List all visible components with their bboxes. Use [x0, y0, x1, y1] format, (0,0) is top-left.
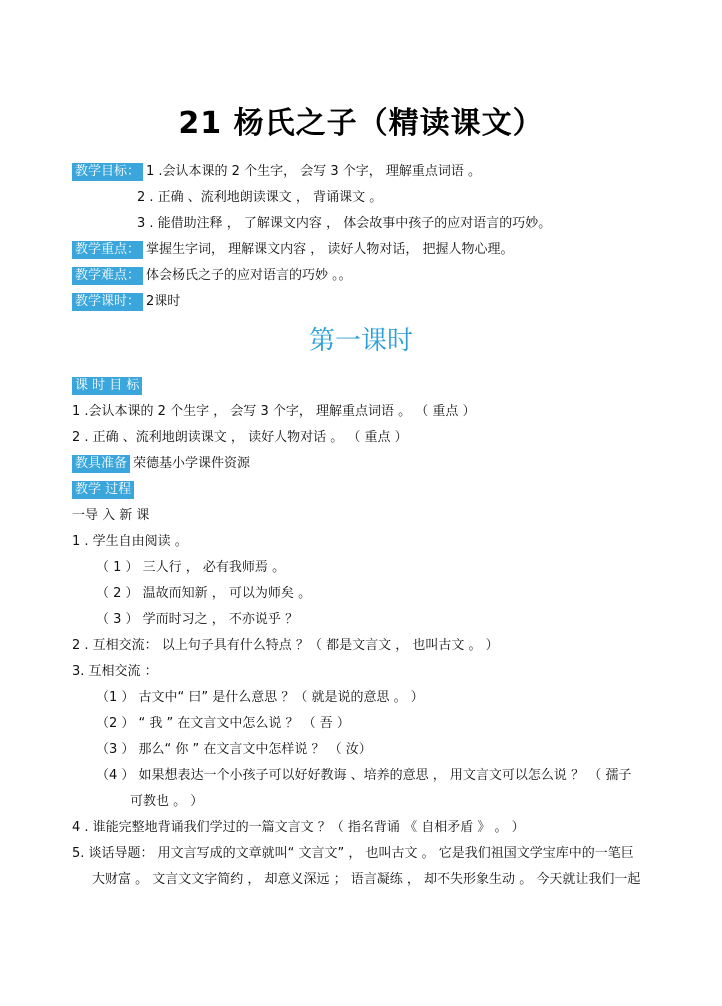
page-title: 21 杨氏之子（精读课文） — [178, 106, 544, 141]
difficulty-row — [72, 267, 352, 285]
difficulty-text: 体会杨氏之子的应对语言的巧妙 。。 — [146, 268, 352, 283]
objectives-tag: 教学目标： — [72, 163, 143, 181]
step-2: 2 . 互相交流： 以上句子具有什么特点 ？（ 都是文言文 ， 也叫古文 。 ） — [72, 638, 499, 653]
key-points-row — [72, 241, 514, 259]
objective-item-2: 2 . 正确 、流利地朗读课文 ， 背诵课文 。 — [137, 190, 383, 205]
difficulty-tag: 教学难点： — [72, 267, 143, 285]
process-tag: 教学 过程 — [72, 481, 134, 499]
objective-item-3: 3 . 能借助注释 ， 了解课文内容 ， 体会故事中孩子的应对语言的巧妙。 — [137, 216, 552, 231]
objective-item-1: 1 .会认本课的 2 个生字， 会写 3 个字， 理解重点词语 。 — [146, 164, 482, 179]
step-3-a: （1 ） 古文中“ 曰” 是什么意思 ？（ 就是说的意思 。 ） — [96, 690, 424, 705]
tools-text: 荣德基小学课件资源 — [133, 456, 251, 471]
lesson-goal-tag: 课 时 目 标 — [72, 377, 142, 395]
key-points-tag: 教学重点： — [72, 241, 143, 259]
step-1-b: （ 2 ） 温故而知新 ， 可以为师矣 。 — [96, 586, 312, 601]
step-3-b: （2 ） “ 我 ” 在文言文中怎么说 ？ （ 吾 ） — [96, 716, 350, 731]
tools-tag: 教具准备 — [72, 455, 130, 473]
hours-tag: 教学课时： — [72, 293, 143, 311]
objectives-row — [72, 163, 481, 181]
hours-text: 2课时 — [146, 294, 181, 309]
lesson-goal-row — [72, 377, 145, 395]
step-1: 1 . 学生自由阅读 。 — [72, 534, 188, 549]
lesson-goal-item-2: 2 . 正确 、流利地朗读课文 ， 读好人物对话 。 （ 重点 ） — [72, 430, 408, 445]
hours-row — [72, 293, 180, 311]
step-1-a: （ 1 ） 三人行 ， 必有我师焉 。 — [96, 560, 286, 575]
step-4: 4 . 谁能完整地背诵我们学过的一篇文言文 ？（ 指名背诵 《 自相矛盾 》 。 ） — [72, 820, 525, 835]
step-3-c: （3 ） 那么“ 你 ” 在文言文中怎样说 ？ （ 汝） — [96, 742, 372, 757]
tools-row — [72, 455, 250, 473]
step-5-line-1: 5. 谈话导题： 用文言写成的文章就叫“ 文言文” ， 也叫古文 。 它是我们祖国文学宝库中的一笔巨 — [72, 846, 634, 861]
step-3-d-line-2: 可教也 。 ） — [130, 794, 204, 809]
section-heading: 一导 入 新 课 — [72, 508, 150, 523]
step-5-line-2: 大财富 。 文言文文字简约 ， 却意义深远 ； 语言凝练 ， 却不失形象生动 。 今天就让我们一起 — [92, 872, 641, 887]
process-row — [72, 481, 137, 499]
lesson-goal-item-1: 1 .会认本课的 2 个生字 ， 会写 3 个字， 理解重点词语 。 （ 重点 ） — [72, 404, 476, 419]
step-3: 3. 互相交流 ： — [72, 664, 158, 679]
step-3-d-line-1: （4 ） 如果想表达一个小孩子可以好好教诲 、培养的意思 ， 用文言文可以怎么说 ？ （ 孺子 — [96, 768, 632, 783]
step-1-c: （ 3 ） 学而时习之 ， 不亦说乎 ？ — [96, 612, 299, 627]
lesson-title: 第一课时 — [308, 326, 413, 356]
key-points-text: 掌握生字词， 理解课文内容 ， 读好人物对话， 把握人物心理。 — [146, 242, 514, 257]
